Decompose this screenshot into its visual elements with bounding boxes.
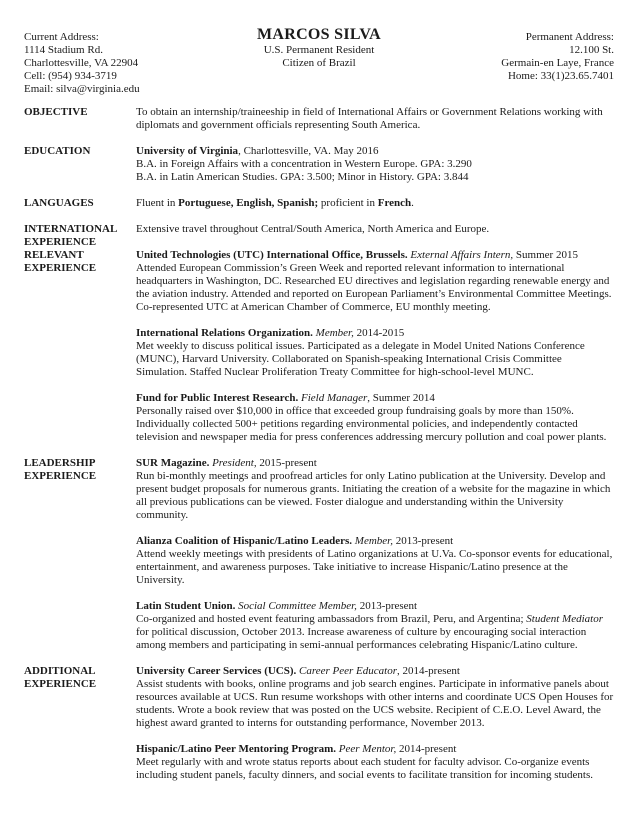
section-label-line: OBJECTIVE: [24, 106, 88, 118]
section-label-line: INTERNATIONAL: [24, 223, 118, 235]
section-additional-experience: [24, 665, 614, 795]
entry-paragraph: [136, 171, 614, 184]
section-languages: [24, 197, 614, 223]
section-label-line: RELEVANT: [24, 249, 84, 261]
text-run: Meet regularly with and wrote status reports about each student for faculty advisor. Co-organize events including student panels, faculty dinners, and social events to facilitate transition for incoming students.: [136, 756, 594, 781]
text-run: United Technologies (UTC) International Office, Brussels.: [136, 249, 411, 261]
text-run: External Affairs Intern,: [410, 249, 514, 261]
header-line: Charlottesville, VA 22904: [24, 57, 139, 69]
text-run: , Charlottesville, VA. May 2016: [238, 145, 379, 157]
header-line: 1114 Stadium Rd.: [24, 44, 103, 56]
text-run: 2013-present: [356, 600, 418, 612]
entry-paragraph: [136, 457, 614, 470]
section-label: [24, 145, 136, 197]
text-run: Member,: [354, 535, 393, 547]
text-run: International Relations Organization.: [136, 327, 316, 339]
header-line: Citizen of Brazil: [282, 57, 356, 69]
text-run: Co-organized and hosted event featuring ambassadors from Brazil, Peru, and Argentina;: [136, 613, 527, 625]
text-run: To obtain an internship/traineeship in field of International Affairs or Government Relations working with diplomats and government officials representing South America.: [136, 106, 603, 131]
entry-paragraph: [136, 405, 614, 444]
section-content: [136, 249, 614, 457]
section-label: [24, 106, 136, 145]
section-label-line: LEADERSHIP: [24, 457, 96, 469]
section-content: [136, 106, 614, 145]
section-content: [136, 197, 614, 223]
section-objective: [24, 106, 614, 145]
text-run: 2014-2015: [353, 327, 405, 339]
section-content: [136, 457, 614, 665]
text-run: B.A. in Latin American Studies. GPA: 3.500; Minor in History. GPA: 3.844: [136, 171, 469, 183]
section-content: [136, 665, 614, 795]
resume-entry: [136, 327, 614, 379]
resume-entry: [136, 223, 614, 236]
text-run: Attend weekly meetings with presidents of Latino organizations at U.Va. Co-sponsor events for educational, entertainment, and awareness purposes. Take initiative to increase Hispanic/Latino presence at the University.: [136, 548, 613, 586]
text-run: Fund for Public Interest Research.: [136, 392, 301, 404]
text-run: Portuguese, English, Spanish;: [178, 197, 319, 209]
resume-entry: [136, 665, 614, 730]
entry-paragraph: [136, 535, 614, 548]
entry-paragraph: [136, 145, 614, 158]
text-run: Latin Student Union.: [136, 600, 239, 612]
text-run: Member,: [315, 327, 354, 339]
resume-header: [24, 26, 614, 96]
header-line: U.S. Permanent Resident: [263, 44, 375, 56]
person-name: MARCOS SILVA: [256, 26, 382, 43]
resume-entry: [136, 392, 614, 444]
header-line: Home: 33(1)23.65.7401: [507, 70, 614, 82]
section-label: [24, 249, 136, 457]
section-content: [136, 223, 614, 249]
resume-entry: [136, 457, 614, 522]
entry-paragraph: [136, 223, 614, 236]
text-run: Met weekly to discuss political issues. Participated as a delegate in Model United Nations Conference (MUNC), Harvard University. Collaborated on Spanish-speaking International Crisis Committee Simulation. Staffed Nuclear Proliferation Treaty Committee for high-school-level MUNC.: [136, 340, 585, 378]
text-run: Alianza Coalition of Hispanic/Latino Leaders.: [136, 535, 355, 547]
entry-paragraph: [136, 392, 614, 405]
section-content: [136, 145, 614, 197]
text-run: for political discussion, October 2013. Increase awareness of culture by encouraging social interaction among members and participating in semi-annual performances celebrating Hispanic/Latino culture.: [136, 626, 587, 651]
text-run: Fluent in: [136, 197, 179, 209]
resume-entry: [136, 600, 614, 652]
entry-paragraph: [136, 600, 614, 613]
header-line: Cell: (954) 934-3719: [24, 70, 117, 82]
text-run: , 2014-present: [397, 665, 460, 677]
text-run: Assist students with books, online programs and job search engines. Participate in informative panels about resources available at UCS. Run resume workshops with other interns and coordinate UCS Open Houses for students. Wrote a book review that was posted on the UCS website. Recipient of C.E.O. Level Award, the highest award granted to interns for outstanding performance, November 2013.: [136, 678, 614, 729]
header-line: 12.100 St.: [569, 44, 614, 56]
text-run: Hispanic/Latino Peer Mentoring Program.: [136, 743, 339, 755]
text-run: , Summer 2014: [367, 392, 435, 404]
section-label-line: EXPERIENCE: [24, 678, 97, 690]
entry-paragraph: [136, 470, 614, 522]
text-run: 2013-present: [392, 535, 454, 547]
entry-paragraph: [136, 340, 614, 379]
entry-paragraph: [136, 106, 614, 132]
section-label-line: ADDITIONAL: [24, 665, 96, 677]
resume-entry: [136, 743, 614, 782]
section-leadership-experience: [24, 457, 614, 665]
text-run: proficient in: [318, 197, 378, 209]
section-label-line: EXPERIENCE: [24, 236, 97, 248]
citizenship-block: [189, 44, 449, 70]
text-run: 2014-present: [396, 743, 457, 755]
section-label-line: EDUCATION: [24, 145, 91, 157]
text-run: President,: [212, 457, 257, 469]
text-run: University Career Services (UCS).: [136, 665, 300, 677]
resume-entry: [136, 249, 614, 314]
text-run: SUR Magazine.: [136, 457, 213, 469]
text-run: Personally raised over $10,000 in office that exceeded group fundraising goals by more than 150%. Individually collected 500+ petitions regarding environmental policies, and independently contacted television and newspaper media for press conferences addressing mercury pollution and coal power plants.: [136, 405, 607, 443]
permanent-address-block: [449, 26, 614, 83]
resume-entry: [136, 197, 614, 210]
section-label-line: LANGUAGES: [24, 197, 94, 209]
entry-paragraph: [136, 665, 614, 678]
text-run: Social Committee Member,: [238, 600, 357, 612]
header-line: Permanent Address:: [525, 31, 614, 43]
text-run: Extensive travel throughout Central/South America, North America and Europe.: [136, 223, 490, 235]
entry-paragraph: [136, 262, 614, 314]
text-run: 2015-present: [256, 457, 317, 469]
entry-paragraph: [136, 756, 614, 782]
entry-paragraph: [136, 678, 614, 730]
text-run: French: [377, 197, 412, 209]
resume-sections: [24, 106, 614, 795]
entry-paragraph: [136, 158, 614, 171]
text-run: University of Virginia: [136, 145, 239, 157]
entry-paragraph: [136, 249, 614, 262]
resume-entry: [136, 106, 614, 132]
text-run: Field Manager: [301, 392, 368, 404]
section-label: [24, 223, 136, 249]
entry-paragraph: [136, 327, 614, 340]
entry-paragraph: [136, 548, 614, 587]
section-label: [24, 457, 136, 665]
section-international-experience: [24, 223, 614, 249]
resume-entry: [136, 145, 614, 184]
section-label-line: EXPERIENCE: [24, 470, 97, 482]
text-run: Peer Mentor,: [338, 743, 397, 755]
text-run: B.A. in Foreign Affairs with a concentration in Western Europe. GPA: 3.290: [136, 158, 472, 170]
text-run: Attended European Commission’s Green Week and reported relevant information to international headquarters in Washington, DC. Researched EU directives and legislation regarding renewable energy and the aviation industry. Attended and reported on European Parliament’s Environmental Committee Meetings. Co-represented UTC at American Chamber of Commerce, EU monthly meeting.: [136, 262, 612, 313]
current-address-block: [24, 26, 189, 96]
section-label-line: EXPERIENCE: [24, 262, 97, 274]
header-line: Current Address:: [24, 31, 99, 43]
section-label: [24, 665, 136, 795]
text-run: .: [411, 197, 414, 209]
section-education: [24, 145, 614, 197]
header-line: Germain-en Laye, France: [501, 57, 614, 69]
name-block: [189, 26, 449, 70]
entry-paragraph: [136, 197, 614, 210]
text-run: Career Peer Educator: [299, 665, 397, 677]
entry-paragraph: [136, 743, 614, 756]
section-relevant-experience: [24, 249, 614, 457]
resume-entry: [136, 535, 614, 587]
text-run: Run bi-monthly meetings and proofread articles for only Latino publication at the University. Develop and present budget proposals for numerous grants. Initiating the creation of a website for the magazine in which all previous publications can be viewed. Foster dialogue and understanding within the University community.: [136, 470, 611, 521]
text-run: Summer 2015: [513, 249, 578, 261]
entry-paragraph: [136, 613, 614, 652]
text-run: Student Mediator: [526, 613, 603, 625]
header-line: Email: silva@virginia.edu: [24, 83, 140, 95]
section-label: [24, 197, 136, 223]
